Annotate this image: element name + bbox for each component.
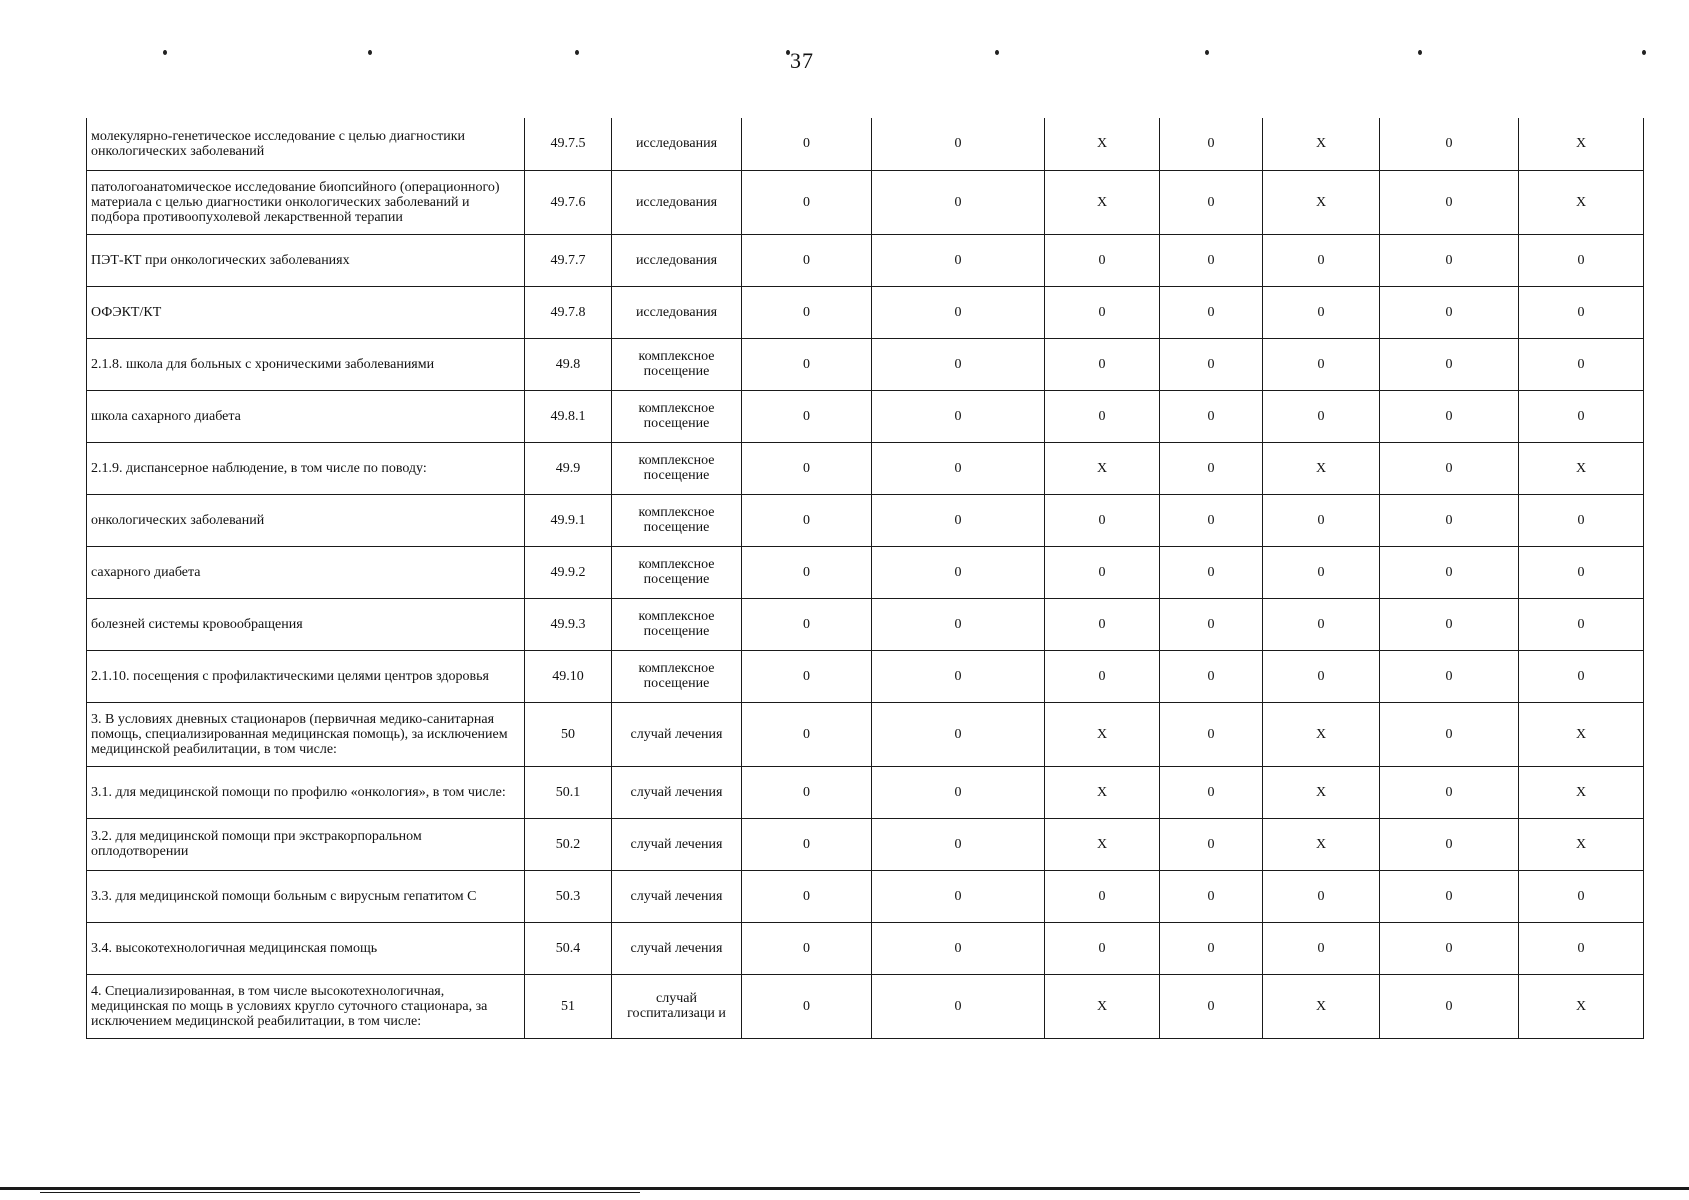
row-value-cell: 0 bbox=[742, 650, 872, 702]
row-code-cell: 51 bbox=[525, 974, 612, 1038]
row-value-cell: 0 bbox=[1380, 338, 1519, 390]
row-code-cell: 49.10 bbox=[525, 650, 612, 702]
row-value-cell: 0 bbox=[742, 338, 872, 390]
row-value-cell: 0 bbox=[1380, 118, 1519, 170]
row-code-cell: 49.9.3 bbox=[525, 598, 612, 650]
row-value-cell: 0 bbox=[1045, 546, 1160, 598]
scan-mark bbox=[368, 50, 372, 55]
row-name-cell: 4. Специализированная, в том числе высокотехнологичная, медицинская по мощь в условиях кругло суточного стационара, за исключением медицинской реабилитации, в том числе: bbox=[87, 974, 525, 1038]
row-value-cell: 0 bbox=[1519, 286, 1644, 338]
table-row bbox=[87, 766, 1644, 818]
row-unit-cell: комплексное посещение bbox=[612, 546, 742, 598]
row-unit-cell: исследования bbox=[612, 118, 742, 170]
row-code-cell: 50 bbox=[525, 702, 612, 766]
row-value-cell: 0 bbox=[1380, 650, 1519, 702]
row-value-cell: 0 bbox=[1160, 598, 1263, 650]
row-name-cell: сахарного диабета bbox=[87, 546, 525, 598]
row-value-cell: 0 bbox=[872, 766, 1045, 818]
row-value-cell: 0 bbox=[872, 390, 1045, 442]
row-unit-cell: случай лечения bbox=[612, 818, 742, 870]
row-value-cell: 0 bbox=[742, 170, 872, 234]
row-value-cell: 0 bbox=[1160, 766, 1263, 818]
row-value-cell: 0 bbox=[1380, 170, 1519, 234]
row-value-cell: 0 bbox=[1519, 338, 1644, 390]
row-value-cell: 0 bbox=[1380, 546, 1519, 598]
row-value-cell: X bbox=[1519, 702, 1644, 766]
row-name-cell: 2.1.10. посещения с профилактическими целями центров здоровья bbox=[87, 650, 525, 702]
row-value-cell: 0 bbox=[1380, 494, 1519, 546]
row-unit-cell: случай лечения bbox=[612, 702, 742, 766]
row-code-cell: 49.8 bbox=[525, 338, 612, 390]
table-row bbox=[87, 818, 1644, 870]
row-value-cell: 0 bbox=[1160, 118, 1263, 170]
row-unit-cell: исследования bbox=[612, 170, 742, 234]
row-unit-cell: исследования bbox=[612, 286, 742, 338]
row-value-cell: 0 bbox=[872, 974, 1045, 1038]
row-value-cell: 0 bbox=[1160, 170, 1263, 234]
scan-mark bbox=[1205, 50, 1209, 55]
row-unit-cell: комплексное посещение bbox=[612, 598, 742, 650]
row-value-cell: X bbox=[1045, 170, 1160, 234]
row-value-cell: X bbox=[1045, 702, 1160, 766]
row-value-cell: 0 bbox=[1519, 546, 1644, 598]
row-value-cell: 0 bbox=[1160, 338, 1263, 390]
row-value-cell: 0 bbox=[1519, 234, 1644, 286]
row-value-cell: 0 bbox=[1263, 870, 1380, 922]
row-value-cell: 0 bbox=[1160, 234, 1263, 286]
row-code-cell: 49.9.2 bbox=[525, 546, 612, 598]
row-code-cell: 50.3 bbox=[525, 870, 612, 922]
row-code-cell: 50.4 bbox=[525, 922, 612, 974]
row-value-cell: 0 bbox=[1045, 494, 1160, 546]
row-value-cell: 0 bbox=[1045, 922, 1160, 974]
row-value-cell: 0 bbox=[872, 338, 1045, 390]
row-value-cell: 0 bbox=[1160, 818, 1263, 870]
row-value-cell: 0 bbox=[1380, 870, 1519, 922]
row-value-cell: 0 bbox=[1263, 922, 1380, 974]
row-value-cell: 0 bbox=[1263, 338, 1380, 390]
row-value-cell: 0 bbox=[1160, 546, 1263, 598]
row-value-cell: 0 bbox=[872, 922, 1045, 974]
row-name-cell: ОФЭКТ/КТ bbox=[87, 286, 525, 338]
row-value-cell: 0 bbox=[872, 702, 1045, 766]
row-value-cell: 0 bbox=[872, 442, 1045, 494]
scan-mark bbox=[575, 50, 579, 55]
row-name-cell: 3.2. для медицинской помощи при экстракорпоральном оплодотворении bbox=[87, 818, 525, 870]
row-name-cell: 2.1.8. школа для больных с хроническими заболеваниями bbox=[87, 338, 525, 390]
row-value-cell: X bbox=[1519, 170, 1644, 234]
table-row bbox=[87, 170, 1644, 234]
row-value-cell: 0 bbox=[872, 870, 1045, 922]
scan-mark bbox=[1642, 50, 1646, 55]
row-value-cell: X bbox=[1045, 818, 1160, 870]
row-value-cell: 0 bbox=[1519, 922, 1644, 974]
row-value-cell: 0 bbox=[1160, 494, 1263, 546]
row-code-cell: 49.7.7 bbox=[525, 234, 612, 286]
row-code-cell: 49.9 bbox=[525, 442, 612, 494]
row-value-cell: 0 bbox=[1380, 702, 1519, 766]
table-row bbox=[87, 442, 1644, 494]
row-value-cell: X bbox=[1263, 170, 1380, 234]
row-value-cell: 0 bbox=[1519, 598, 1644, 650]
table-row bbox=[87, 286, 1644, 338]
table-row bbox=[87, 546, 1644, 598]
table-row bbox=[87, 922, 1644, 974]
row-value-cell: 0 bbox=[742, 598, 872, 650]
row-value-cell: 0 bbox=[742, 702, 872, 766]
row-value-cell: X bbox=[1263, 702, 1380, 766]
row-value-cell: 0 bbox=[742, 766, 872, 818]
row-name-cell: 2.1.9. диспансерное наблюдение, в том числе по поводу: bbox=[87, 442, 525, 494]
row-value-cell: 0 bbox=[1045, 390, 1160, 442]
data-table bbox=[86, 118, 1644, 1039]
row-value-cell: 0 bbox=[742, 118, 872, 170]
row-unit-cell: комплексное посещение bbox=[612, 338, 742, 390]
row-name-cell: онкологических заболеваний bbox=[87, 494, 525, 546]
row-value-cell: 0 bbox=[1519, 870, 1644, 922]
scan-mark bbox=[163, 50, 167, 55]
row-value-cell: 0 bbox=[1160, 974, 1263, 1038]
table-row bbox=[87, 338, 1644, 390]
row-value-cell: 0 bbox=[1045, 598, 1160, 650]
row-value-cell: X bbox=[1263, 118, 1380, 170]
row-value-cell: 0 bbox=[1045, 650, 1160, 702]
row-value-cell: 0 bbox=[1263, 286, 1380, 338]
table-row bbox=[87, 118, 1644, 170]
row-unit-cell: комплексное посещение bbox=[612, 494, 742, 546]
table-row bbox=[87, 234, 1644, 286]
table-row bbox=[87, 702, 1644, 766]
row-name-cell: 3. В условиях дневных стационаров (первичная медико-санитарная помощь, специализированная медицинская помощь), за исключением медицинской реабилитации, в том числе: bbox=[87, 702, 525, 766]
row-value-cell: X bbox=[1263, 974, 1380, 1038]
row-value-cell: 0 bbox=[1263, 390, 1380, 442]
row-value-cell: 0 bbox=[1263, 546, 1380, 598]
row-value-cell: 0 bbox=[1519, 494, 1644, 546]
row-value-cell: 0 bbox=[1263, 234, 1380, 286]
table-row bbox=[87, 494, 1644, 546]
row-name-cell: ПЭТ-КТ при онкологических заболеваниях bbox=[87, 234, 525, 286]
row-value-cell: 0 bbox=[1380, 974, 1519, 1038]
row-value-cell: 0 bbox=[1380, 390, 1519, 442]
row-value-cell: 0 bbox=[742, 390, 872, 442]
row-value-cell: X bbox=[1519, 818, 1644, 870]
row-value-cell: 0 bbox=[872, 118, 1045, 170]
scan-mark bbox=[1418, 50, 1422, 55]
row-value-cell: 0 bbox=[1263, 650, 1380, 702]
row-value-cell: 0 bbox=[1380, 234, 1519, 286]
row-code-cell: 49.9.1 bbox=[525, 494, 612, 546]
row-code-cell: 49.7.8 bbox=[525, 286, 612, 338]
row-unit-cell: случай лечения bbox=[612, 922, 742, 974]
row-code-cell: 49.8.1 bbox=[525, 390, 612, 442]
row-value-cell: 0 bbox=[742, 974, 872, 1038]
page-number: 37 bbox=[790, 48, 814, 73]
row-value-cell: 0 bbox=[742, 870, 872, 922]
row-name-cell: молекулярно-генетическое исследование с целью диагностики онкологических заболеваний bbox=[87, 118, 525, 170]
row-value-cell: 0 bbox=[1160, 442, 1263, 494]
row-unit-cell: случай лечения bbox=[612, 870, 742, 922]
row-value-cell: 0 bbox=[1045, 870, 1160, 922]
row-value-cell: X bbox=[1519, 442, 1644, 494]
row-value-cell: 0 bbox=[1380, 818, 1519, 870]
table-row bbox=[87, 598, 1644, 650]
row-value-cell: 0 bbox=[1160, 870, 1263, 922]
row-value-cell: X bbox=[1263, 818, 1380, 870]
row-value-cell: 0 bbox=[872, 170, 1045, 234]
row-name-cell: патологоанатомическое исследование биопсийного (операционного) материала с целью диагностики онкологических заболеваний и подбора противоопухолевой лекарственной терапии bbox=[87, 170, 525, 234]
row-value-cell: X bbox=[1045, 974, 1160, 1038]
row-value-cell: 0 bbox=[872, 494, 1045, 546]
row-unit-cell: комплексное посещение bbox=[612, 442, 742, 494]
bottom-rule-thin bbox=[40, 1192, 640, 1193]
row-unit-cell: случай госпитализаци и bbox=[612, 974, 742, 1038]
row-code-cell: 50.1 bbox=[525, 766, 612, 818]
scan-mark bbox=[995, 50, 999, 55]
row-value-cell: 0 bbox=[1263, 494, 1380, 546]
row-value-cell: 0 bbox=[1519, 390, 1644, 442]
row-unit-cell: исследования bbox=[612, 234, 742, 286]
row-value-cell: 0 bbox=[872, 234, 1045, 286]
row-value-cell: 0 bbox=[1519, 650, 1644, 702]
table-row bbox=[87, 390, 1644, 442]
row-value-cell: 0 bbox=[742, 818, 872, 870]
row-value-cell: 0 bbox=[1380, 766, 1519, 818]
row-value-cell: 0 bbox=[872, 650, 1045, 702]
row-value-cell: 0 bbox=[1380, 922, 1519, 974]
row-name-cell: 3.1. для медицинской помощи по профилю «онкология», в том числе: bbox=[87, 766, 525, 818]
row-unit-cell: случай лечения bbox=[612, 766, 742, 818]
row-value-cell: X bbox=[1519, 766, 1644, 818]
row-value-cell: 0 bbox=[1045, 338, 1160, 390]
row-value-cell: X bbox=[1045, 442, 1160, 494]
row-value-cell: 0 bbox=[1160, 650, 1263, 702]
row-value-cell: 0 bbox=[1045, 234, 1160, 286]
row-value-cell: X bbox=[1263, 766, 1380, 818]
row-value-cell: 0 bbox=[742, 442, 872, 494]
row-value-cell: 0 bbox=[1380, 598, 1519, 650]
row-value-cell: 0 bbox=[1045, 286, 1160, 338]
table-row bbox=[87, 650, 1644, 702]
row-value-cell: 0 bbox=[1160, 390, 1263, 442]
row-value-cell: 0 bbox=[742, 234, 872, 286]
row-name-cell: школа сахарного диабета bbox=[87, 390, 525, 442]
row-code-cell: 49.7.5 bbox=[525, 118, 612, 170]
row-value-cell: 0 bbox=[1380, 286, 1519, 338]
row-value-cell: 0 bbox=[1380, 442, 1519, 494]
row-value-cell: 0 bbox=[742, 922, 872, 974]
row-value-cell: X bbox=[1519, 118, 1644, 170]
row-value-cell: 0 bbox=[1160, 702, 1263, 766]
row-value-cell: 0 bbox=[872, 546, 1045, 598]
row-unit-cell: комплексное посещение bbox=[612, 650, 742, 702]
row-name-cell: 3.4. высокотехнологичная медицинская помощь bbox=[87, 922, 525, 974]
row-value-cell: 0 bbox=[872, 818, 1045, 870]
table-row bbox=[87, 870, 1644, 922]
row-name-cell: болезней системы кровообращения bbox=[87, 598, 525, 650]
row-value-cell: X bbox=[1045, 118, 1160, 170]
row-value-cell: X bbox=[1045, 766, 1160, 818]
row-value-cell: 0 bbox=[872, 598, 1045, 650]
table-row bbox=[87, 974, 1644, 1038]
row-value-cell: 0 bbox=[872, 286, 1045, 338]
bottom-rule bbox=[0, 1187, 1689, 1190]
row-value-cell: X bbox=[1519, 974, 1644, 1038]
row-value-cell: 0 bbox=[742, 494, 872, 546]
row-code-cell: 49.7.6 bbox=[525, 170, 612, 234]
row-value-cell: 0 bbox=[1263, 598, 1380, 650]
row-name-cell: 3.3. для медицинской помощи больным с вирусным гепатитом С bbox=[87, 870, 525, 922]
row-code-cell: 50.2 bbox=[525, 818, 612, 870]
row-value-cell: X bbox=[1263, 442, 1380, 494]
row-value-cell: 0 bbox=[742, 286, 872, 338]
row-unit-cell: комплексное посещение bbox=[612, 390, 742, 442]
table-body bbox=[87, 118, 1644, 1038]
row-value-cell: 0 bbox=[742, 546, 872, 598]
row-value-cell: 0 bbox=[1160, 922, 1263, 974]
row-value-cell: 0 bbox=[1160, 286, 1263, 338]
